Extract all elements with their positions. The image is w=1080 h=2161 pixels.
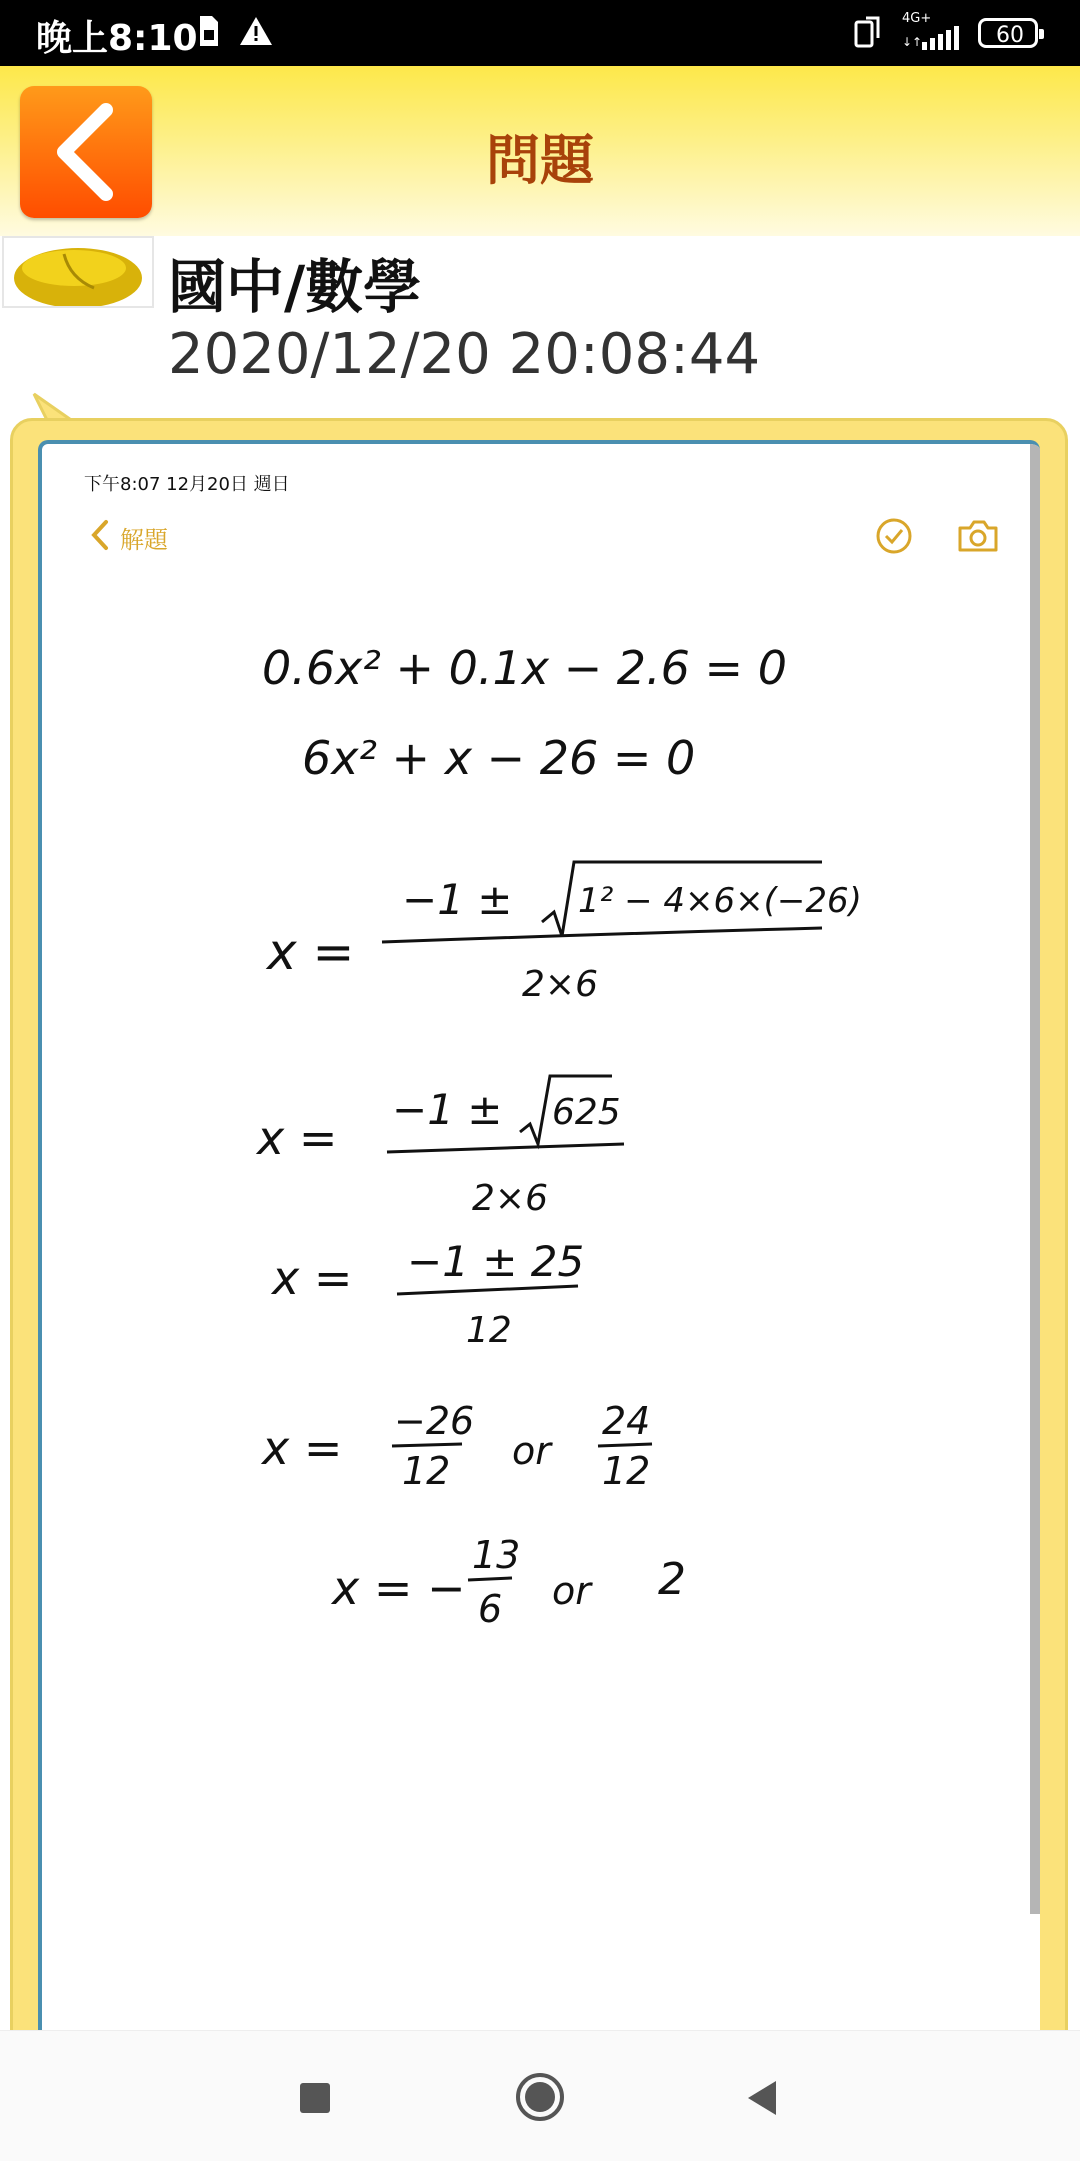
- svg-text:625: 625: [552, 1092, 621, 1133]
- svg-text:2×6: 2×6: [472, 1178, 548, 1219]
- note-back-label: 解題: [120, 526, 168, 554]
- math-line-4: [255, 1076, 624, 1219]
- svg-text:−1 ±: −1 ±: [402, 875, 513, 924]
- svg-text:−1 ± 25: −1 ± 25: [407, 1237, 585, 1286]
- svg-text:x =: x =: [272, 1251, 353, 1305]
- battery-indicator: 60: [978, 18, 1038, 48]
- status-bar: [0, 0, 1080, 66]
- svg-text:−1 ±: −1 ±: [392, 1085, 503, 1134]
- svg-text:x =: x =: [257, 1111, 338, 1165]
- math-line-3: [265, 862, 862, 1005]
- svg-text:6: 6: [478, 1587, 503, 1631]
- svg-text:2×6: 2×6: [522, 964, 598, 1005]
- attached-image[interactable]: [38, 440, 1040, 2160]
- svg-text:12: 12: [402, 1449, 451, 1493]
- svg-text:2: 2: [658, 1554, 686, 1605]
- svg-text:−26: −26: [394, 1399, 475, 1443]
- navigation-bar: [0, 2030, 1080, 2161]
- math-line-2: 6x² + x − 26 = 0: [302, 731, 696, 785]
- svg-text:or: or: [512, 1429, 551, 1473]
- avatar[interactable]: [2, 236, 154, 308]
- svg-text:13: 13: [472, 1533, 521, 1577]
- home-button[interactable]: [514, 2071, 566, 2123]
- page-title: 問題: [486, 129, 594, 192]
- math-line-5: [270, 1237, 584, 1351]
- svg-text:x =: x =: [267, 923, 355, 981]
- warning-icon: [238, 14, 274, 48]
- recents-button[interactable]: [298, 2081, 332, 2115]
- sim-card-icon: [196, 14, 222, 48]
- svg-text:x = −: x = −: [332, 1561, 466, 1615]
- svg-text:24: 24: [602, 1399, 651, 1443]
- svg-text:x =: x =: [262, 1421, 343, 1475]
- signal-icon: [902, 26, 962, 50]
- svg-text:or: or: [552, 1569, 591, 1613]
- helmet-icon: [4, 238, 152, 306]
- svg-text:12: 12: [602, 1449, 651, 1493]
- note-status-time: 下午8:07 12月20日 週日: [84, 474, 290, 495]
- network-type: 4G+: [902, 11, 932, 26]
- post-timestamp: 2020/12/20 20:08:44: [168, 322, 761, 387]
- app-header: [0, 66, 1080, 236]
- svg-text:12: 12: [466, 1310, 512, 1351]
- svg-text:1² − 4×6×(−26): 1² − 4×6×(−26): [578, 881, 862, 921]
- math-line-1: 0.6x² + 0.1x − 2.6 = 0: [262, 641, 787, 695]
- back-nav-button[interactable]: [742, 2077, 782, 2119]
- status-time: 晚上8:10: [36, 18, 198, 59]
- math-line-7: [330, 1533, 686, 1631]
- handwritten-solution: [42, 444, 1040, 1744]
- math-line-6: [260, 1399, 652, 1493]
- svg-text:↓↑: ↓↑: [902, 35, 923, 49]
- rotate-screen-icon: [852, 14, 884, 50]
- post-category: 國中/數學: [168, 253, 422, 321]
